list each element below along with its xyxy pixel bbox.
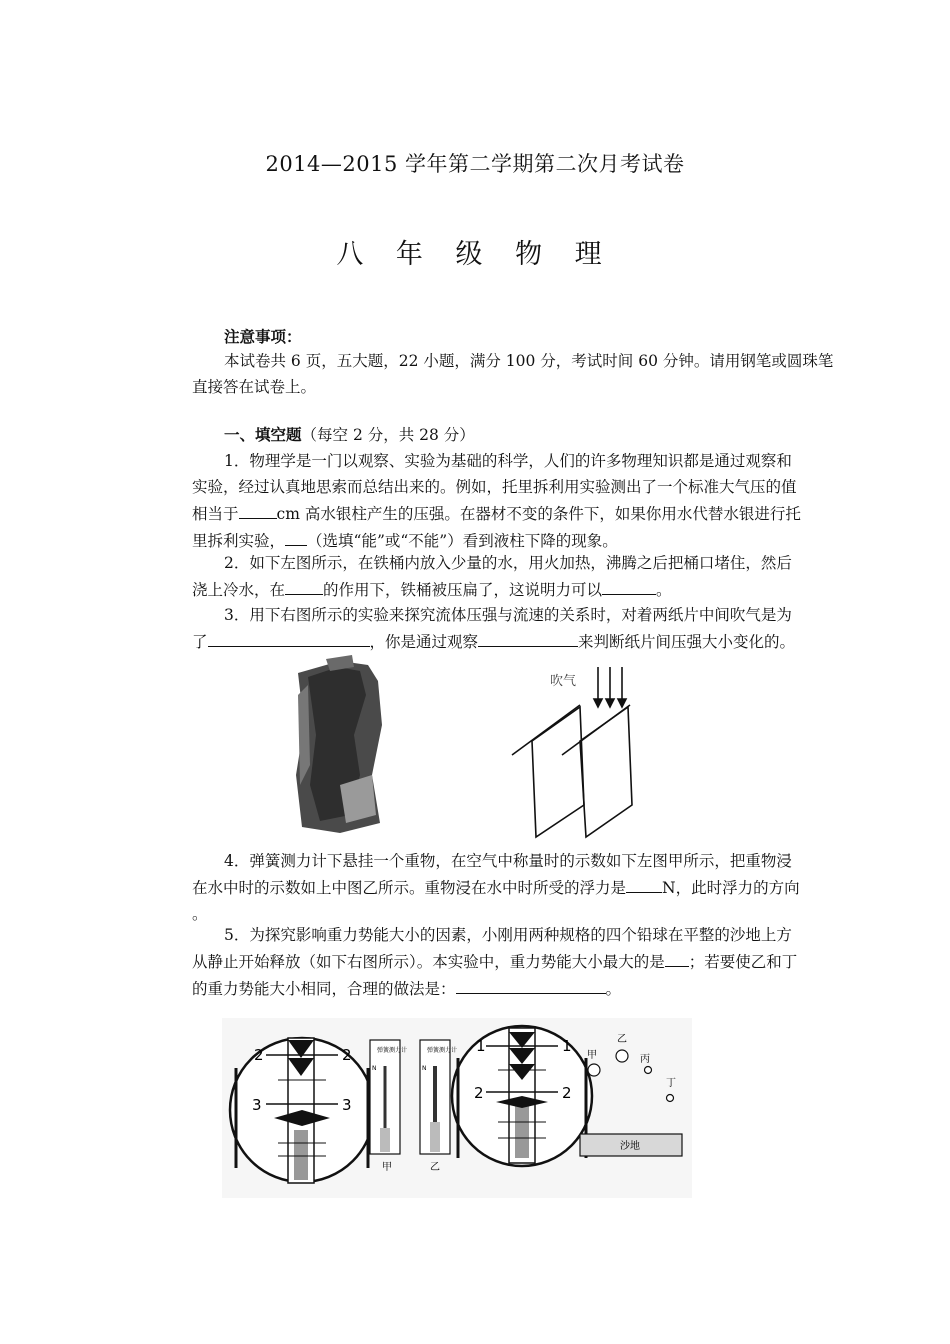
- meter-a-title: 弹簧测力计: [377, 1047, 408, 1054]
- q2-line-1: 2．如下左图所示，在铁桶内放入少量的水，用火加热，沸腾之后把桶口堵住，然后: [224, 554, 792, 572]
- figure-spring-scale-and-balls: [222, 1018, 692, 1198]
- blow-label: 吹气: [550, 674, 577, 689]
- notice-heading: 注意事项：: [224, 328, 302, 346]
- meter-b-unit: N: [422, 1065, 427, 1072]
- q3-line-2b: ，你是通过观察: [369, 633, 479, 651]
- magnifier-right: [452, 1026, 592, 1166]
- ball-label-bing: 丙: [640, 1054, 650, 1065]
- q3-line-2a: 了: [192, 633, 208, 651]
- sand-ground: [580, 1134, 682, 1156]
- q1-line-1: 1．物理学是一门以观察、实验为基础的科学，人们的许多物理知识都是通过观察和: [224, 452, 792, 470]
- q5-line-3a: 的重力势能大小相同，合理的做法是：: [192, 980, 456, 998]
- q4-line-3: 。: [192, 905, 208, 923]
- question-3: [192, 602, 852, 655]
- q5-blank-1[interactable]: [665, 948, 689, 967]
- ball-bing: [645, 1067, 652, 1074]
- mag-left-label-1: 2: [254, 1046, 264, 1064]
- q4-blank-1[interactable]: [626, 874, 662, 893]
- q2-blank-1[interactable]: [285, 576, 323, 595]
- meter-b-title: 弹簧测力计: [427, 1047, 458, 1054]
- q5-line-3b: 。: [605, 980, 622, 998]
- meter-b-caption: 乙: [430, 1162, 440, 1173]
- q3-blank-2[interactable]: [478, 628, 578, 647]
- q5-line-2b: ；若要使乙和丁: [688, 953, 798, 971]
- mag-right-label-1: 1: [476, 1037, 486, 1055]
- q2-blank-2[interactable]: [602, 576, 656, 595]
- q5-line-2: [192, 948, 852, 975]
- q2-line-2a: 浇上冷水，在: [192, 581, 286, 599]
- q3-line-2c: 来判断纸片间压强大小变化的。: [578, 633, 796, 651]
- question-2: [192, 550, 852, 603]
- section-1-note: （每空 2 分，共 28 分）: [301, 426, 475, 444]
- mag-left-label-4: 3: [342, 1096, 352, 1114]
- subject-title: 八 年 级 物 理: [336, 239, 614, 270]
- q1-blank-1[interactable]: [239, 500, 277, 519]
- mag-left-label-2: 2: [342, 1046, 352, 1064]
- notice-line-1: 本试卷共 6 页，五大题，22 小题，满分 100 分，考试时间 60 分钟。请用钢笔或圆珠笔: [224, 352, 834, 370]
- question-5: [192, 922, 852, 1002]
- mag-left-label-3: 3: [252, 1096, 262, 1114]
- meter-a-unit: N: [372, 1065, 377, 1072]
- q5-line-2a: 从静止开始释放（如下右图所示）。本实验中，重力势能大小最大的是: [192, 953, 665, 971]
- mag-right-label-2: 1: [562, 1037, 572, 1055]
- q2-line-2: [192, 576, 852, 603]
- q1-line-3a: 相当于: [192, 505, 239, 523]
- q5-line-1: 5．为探究影响重力势能大小的因素，小刚用两种规格的四个铅球在平整的沙地上方: [224, 926, 792, 944]
- q3-blank-1[interactable]: [208, 628, 370, 647]
- q1-line-3b: cm 高水银柱产生的压强。在器材不变的条件下，如果你用水代替水银进行托: [276, 505, 801, 523]
- crushed-bucket-image: [296, 655, 382, 833]
- sand-label: 沙地: [620, 1141, 640, 1152]
- q4-line-2a: 在水中时的示数如上中图乙所示。重物浸在水中时所受的浮力是: [192, 879, 627, 897]
- q2-line-2b: 的作用下，铁桶被压扁了，这说明力可以: [323, 581, 603, 599]
- paper-strips-diagram: [512, 667, 632, 837]
- question-4: [192, 848, 852, 927]
- question-1: [192, 448, 852, 554]
- section-1-title: 一、填空题: [224, 426, 302, 444]
- ball-label-ding: 丁: [666, 1078, 676, 1089]
- ball-label-yi: 乙: [617, 1034, 627, 1045]
- notice-text: [192, 348, 852, 400]
- exam-title: 2014—2015 学年第二学期第二次月考试卷: [265, 152, 685, 176]
- q4-line-2: [192, 874, 852, 901]
- ball-yi: [616, 1050, 628, 1062]
- q4-line-2b: N，此时浮力的方向: [662, 879, 800, 897]
- section-1-heading: [224, 422, 724, 448]
- q1-line-2: 实验，经过认真地思索而总结出来的。例如，托里拆利用实验测出了一个标准大气压的值: [192, 478, 797, 496]
- q2-line-2c: 。: [656, 581, 672, 599]
- q1-line-3: [192, 500, 852, 527]
- ball-label-jia: 甲: [587, 1050, 597, 1061]
- notice-line-2: 直接答在试卷上。: [192, 378, 317, 396]
- q1-line-4a: 里拆利实验，: [192, 532, 286, 550]
- ball-ding: [667, 1095, 674, 1102]
- figure-bucket-and-paper: [280, 655, 660, 840]
- meter-a-caption: 甲: [382, 1162, 392, 1173]
- mag-right-label-3: 2: [474, 1084, 484, 1102]
- q5-blank-2[interactable]: [456, 975, 606, 994]
- q4-line-1: 4．弹簧测力计下悬挂一个重物，在空气中称量时的示数如下左图甲所示，把重物浸: [224, 852, 792, 870]
- q1-line-4b: （选填“能”或“不能”）看到液柱下降的现象。: [307, 532, 618, 550]
- q3-line-2: [192, 628, 852, 655]
- q3-line-1: 3．用下右图所示的实验来探究流体压强与流速的关系时，对着两纸片中间吹气是为: [224, 606, 792, 624]
- q5-line-3: [192, 975, 852, 1002]
- q1-blank-2[interactable]: [285, 527, 307, 546]
- magnifier-left: [230, 1038, 374, 1183]
- mag-right-label-4: 2: [562, 1084, 572, 1102]
- ball-jia: [588, 1064, 600, 1076]
